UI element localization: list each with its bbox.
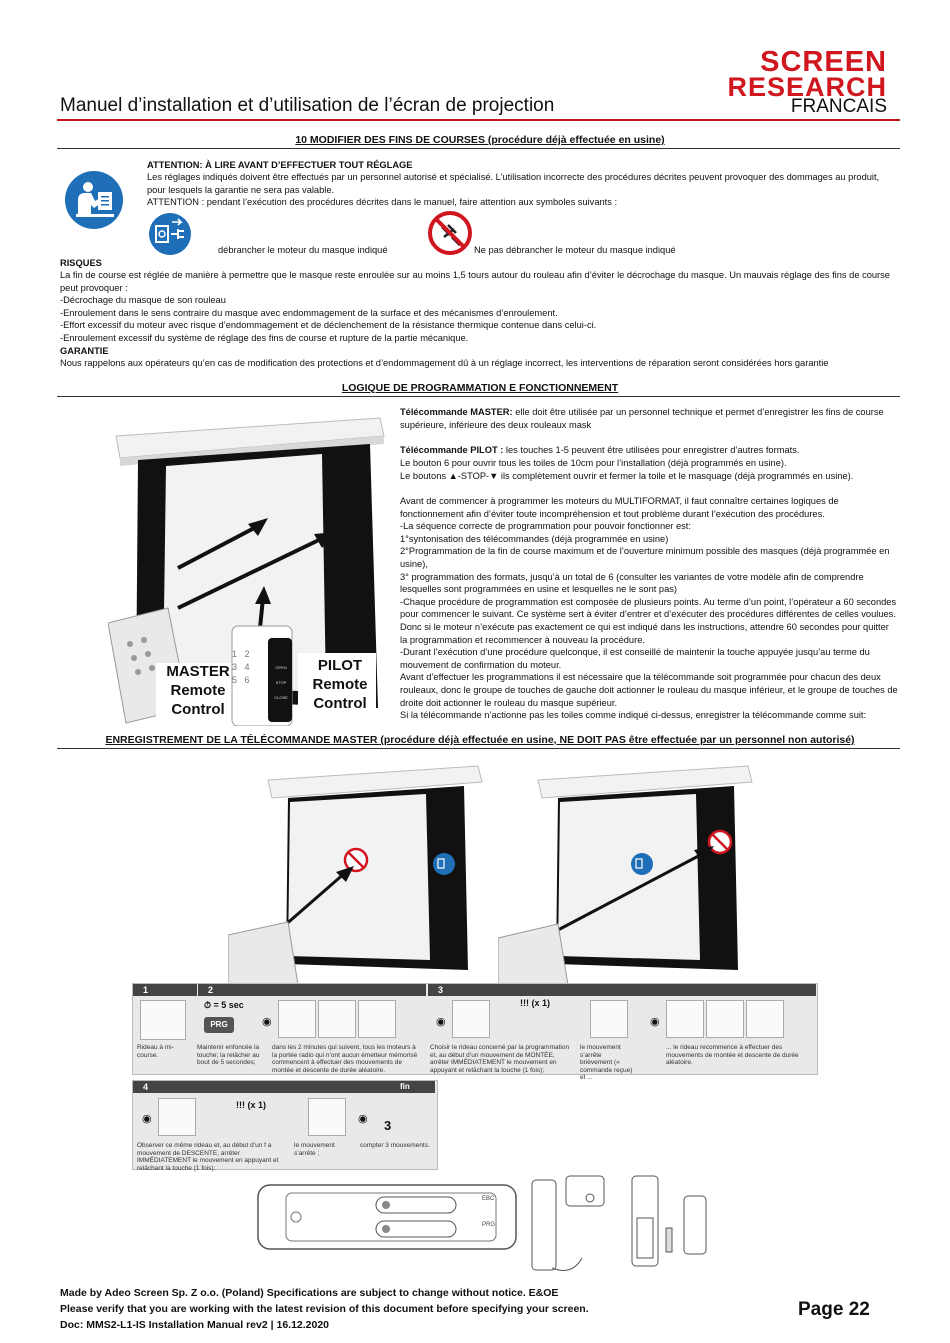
step-caption: le mouvement s’arrête ; — [294, 1142, 335, 1157]
step-icon-box — [308, 1098, 346, 1136]
repeat-count-label: !!! (x 1) — [236, 1100, 266, 1110]
risque-line: La fin de course est réglée de manière à permettre que le masque reste enroulée sur au moins 1,5 tours autour du rouleau afin d’éviter le décrochage du masque. Un mauvais réglage des fins de course — [60, 270, 890, 280]
step-icon-box — [666, 1000, 704, 1038]
remote-battery-illustration — [256, 1177, 518, 1259]
header-divider — [57, 119, 900, 121]
step-number: 4 — [133, 1081, 435, 1093]
section-divider — [57, 748, 900, 749]
unplug-motor-icon — [148, 212, 192, 256]
ebc-label: EBC — [482, 1196, 495, 1202]
step-number: 2 — [198, 984, 426, 996]
attention-text-3: ATTENTION : pendant l’exécution des procédures décrites dans le manuel, faire attention aux symboles suivants : — [147, 197, 618, 207]
risque-line: -Décrochage du masque de son rouleau — [60, 295, 226, 305]
pilot-keypad: 1 2 3 4 5 6 — [232, 649, 250, 685]
footer-line: Doc: MMS2-L1-IS Installation Manual rev2 | 16.12.2020 — [60, 1319, 330, 1331]
risque-line: peut provoquer : — [60, 283, 128, 293]
step-icon-box — [358, 1000, 396, 1038]
movement-count: 3 — [384, 1118, 392, 1133]
step-icon-box — [278, 1000, 316, 1038]
step-caption: Observer ce même rideau et, au début d’un f a mouvement de DESCENTE, arrêter IMMÉDIATEMENT le mouvement en appuyant et relâchant la touche (1 fois); — [137, 1142, 279, 1172]
language-label: FRANCAIS — [790, 96, 887, 117]
section-divider — [57, 148, 900, 149]
prg-button-icon: PRG — [204, 1017, 234, 1033]
page-title: Manuel d’installation et d’utilisation de l’écran de projection — [60, 95, 555, 116]
prg-label: PRG — [482, 1222, 496, 1228]
step-caption: Choisir le rideau concerné par la programmation et, au début d’un mouvement de MONTÉE, arrêter IMMÉDIATEMENT le mouvement en appuyant et relâchant la touche (1 fois); — [430, 1044, 570, 1074]
step-icon-box — [746, 1000, 784, 1038]
footer-line: Made by Adeo Screen Sp. Z o.o. (Poland) Specifications are subject to change without notice. E&OE — [60, 1287, 559, 1299]
garantie-heading: GARANTIE — [60, 346, 109, 356]
unplug-motor-label: débrancher le moteur du masque indiqué — [218, 245, 388, 255]
step-icon-box — [140, 1000, 186, 1040]
attention-text-2: pour lesquels la garantie ne sera pas valable. — [147, 185, 335, 195]
step-caption: Rideau à mi-course. — [137, 1044, 174, 1059]
master-description: Télécommande MASTER: elle doit être utilisée par un personnel technique et permet d’enregistrer les fins de course — [400, 407, 884, 417]
brand-logo-line1: SCREEN — [760, 46, 887, 78]
pilot-remote-label: PILOT Remote Control — [312, 657, 368, 712]
pilot-line: Le bouton 6 pour ouvrir tous les toiles de 10cm pour l’installation (déjà programmés en usine). — [400, 458, 787, 468]
step-icon-box — [318, 1000, 356, 1038]
step-number: 3 — [428, 984, 816, 996]
step-icon-box — [590, 1000, 628, 1038]
page-number: Page 22 — [798, 1299, 870, 1320]
read-manual-icon — [64, 170, 124, 230]
brand-logo-line2: RESEARCH — [727, 72, 887, 102]
step-caption: ... le rideau recommence à effectuer des mouvements de montée et descente de durée aléatoire. — [666, 1044, 799, 1066]
step-icon-box — [706, 1000, 744, 1038]
master-remote-label: MASTER Remote Control — [166, 663, 230, 718]
master-description-2: supérieure, inférieure des deux rouleaux mask — [400, 420, 592, 430]
logic-title: LOGIQUE DE PROGRAMMATION E FONCTIONNEMENT — [341, 382, 619, 394]
step-caption: le mouvement s’arrête brièvement (« commande reçue) et ... — [580, 1044, 633, 1081]
footer-line: Please verify that you are working with the latest revision of this document before specifying your screen. — [60, 1303, 589, 1315]
risque-line: -Enroulement excessif du système de réglage des fins de course et rupture de la partie mécanique. — [60, 333, 469, 343]
step-caption: compter 3 mouvements. — [360, 1142, 430, 1149]
eye-icon: ◉ — [436, 1016, 446, 1028]
eye-icon: ◉ — [262, 1016, 272, 1028]
logic-body: Avant de commencer à programmer les moteurs du MULTIFORMAT, il faut connaître certaines logiques de fonctionnement afin d’éviter toute incompréhension et tout problème durant l’exécution des procédures. -La séquence correcte de programmation pour pouvoir fonctionner est: 1°syntonisation des télécommandes (déjà programmée en usine) 2°Programmation de la fin de course maximum et de l’ouverture minimum possible des masques (déjà programmée en usine), 3° programmation des formats, jusqu’à un total de 6 (consulter les variantes de votre modèle afin de comprendre lesquelles sont programmées en usine et lesquelles ne le sont pas) -Chaque procédure de programmation est composée de plusieurs points. Au terme d’un point, l’opérateur a 60 secondes pour commencer le suivant. Ce système sert à éviter d’entrer et d’exécuter des procédures différentes de celles voulues. Donc si le moteur n’exécute pas exactement ce qui est indiqué dans les instructions, attendre 60 secondes pour quitter la programmation et recommencer à nouveau la procédure. -Durant l’exécution d’une procédure quelconque, il est conseillé de maintenir la touche appuyée jusqu’au terme du mouvement de confirmation du moteur. Avant d’effectuer les programmations il est nécessaire que la télécommande soit programmée pour chacun des deux rouleaux, donc le groupe de touches de gauche doit actionner le rouleau du masque inférieur, et le groupe de touches de droite doit actionner le rouleau du masque supérieur. Si la télécommande n’actionne pas les toiles comme indiqué ci-dessus, enregistrer la télécommande comme suit: — [400, 496, 898, 721]
attention-heading: ATTENTION: À LIRE AVANT D’EFFECTUER TOUT RÉGLAGE — [147, 160, 413, 170]
step-icon-box — [452, 1000, 490, 1038]
remote-battery-insert-illustration — [622, 1168, 712, 1278]
section-title: 10 MODIFIER DES FINS DE COURSES (procédure déjà effectuée en usine) — [295, 134, 665, 146]
risque-line: -Effort excessif du moteur avec risque d’endommagement et de déclenchement de la résistance thermique contenue dans celui-ci. — [60, 320, 597, 330]
step-end-label: fin — [400, 1082, 410, 1091]
pilot-description: Télécommande PILOT : les touches 1-5 peuvent être utilisées pour enregistrer d’autres formats. — [400, 445, 800, 455]
do-not-unplug-icon — [428, 211, 472, 255]
eye-icon: ◉ — [650, 1016, 660, 1028]
repeat-count-label: !!! (x 1) — [520, 998, 550, 1008]
do-not-unplug-label: Ne pas débrancher le moteur du masque indiqué — [474, 245, 676, 255]
screen-illustration-right — [498, 760, 758, 985]
garantie-text: Nous rappelons aux opérateurs qu’en cas de modification des protections et d’endommagement dû à un réglage incorrect, les interventions de réparation seront considérées hors garantie — [60, 358, 829, 368]
screen-illustration-left — [228, 760, 488, 985]
step-caption: dans les 2 minutes qui suivent, tous les moteurs à la portée radio qui n’ont aucun émetteur mémorisé commencent à effectuer des mouvements de montée et descente de durée aléatoire. — [272, 1044, 418, 1074]
timer-label: ⏱ = 5 sec — [204, 1000, 244, 1010]
eye-icon: ◉ — [142, 1113, 152, 1125]
step-number: 1 — [133, 984, 197, 996]
remote-opening-illustration — [522, 1168, 612, 1278]
pilot-line: Le boutons ▲-STOP-▼ ils complètement ouvrir et fermer la toile et le masquage (déjà programmés en usine). — [400, 471, 854, 481]
enreg-title: ENREGISTREMENT DE LA TÉLÉCOMMANDE MASTER (procédure déjà effectuée en usine, NE DOIT PAS être effectuée par un personnel non autorisé) — [105, 734, 855, 746]
risque-line: -Enroulement dans le sens contraire du masque avec endommagement de la surface et des mécanismes d’enroulement. — [60, 308, 558, 318]
risques-heading: RISQUES — [60, 258, 102, 268]
pilot-side-keys: OPEN STOP CLOSE — [274, 665, 288, 700]
eye-icon: ◉ — [358, 1113, 368, 1125]
step-icon-box — [158, 1098, 196, 1136]
step-caption: Maintenir enfoncée la touche; la relâcher au bout de 5 secondes; — [197, 1044, 260, 1066]
section-divider — [57, 396, 900, 397]
attention-text-1: Les réglages indiqués doivent être effectués par un personnel autorisé et spécialisé. L’utilisation incorrecte des procédures décrites peuvent provoquer des dommages au produit, — [147, 172, 880, 182]
